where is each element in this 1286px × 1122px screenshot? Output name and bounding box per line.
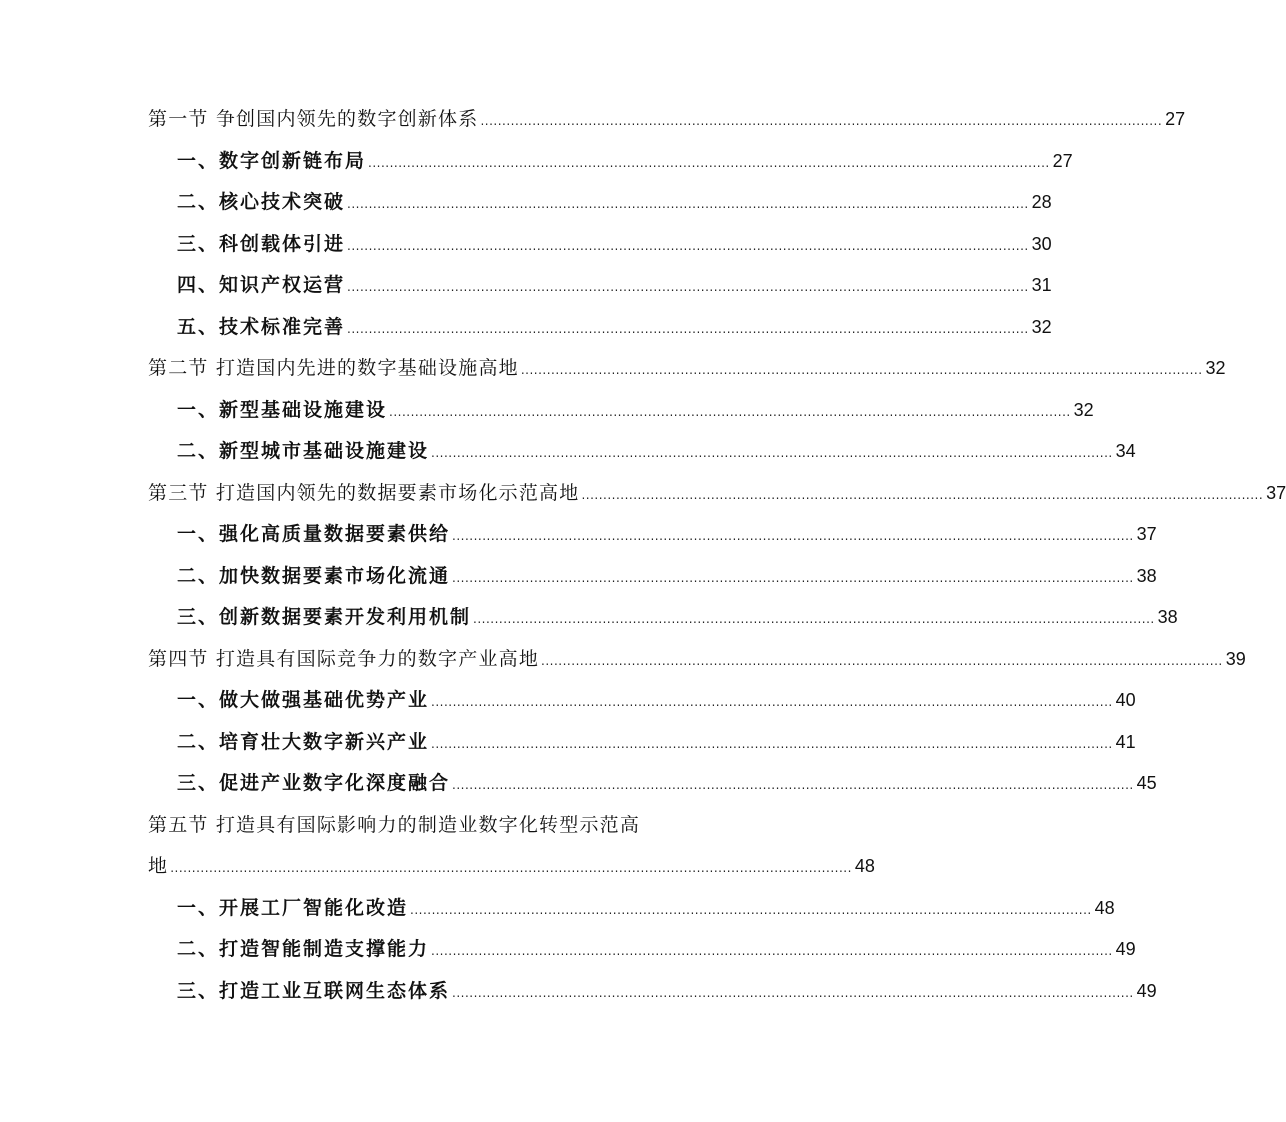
toc-item[interactable] xyxy=(177,507,1157,547)
toc-page-number: 40 xyxy=(1115,690,1136,710)
toc-page-number: 37 xyxy=(1136,524,1157,544)
dot-leader: .............................................................................................................................................................. xyxy=(581,488,1264,502)
dot-leader: .............................................................................................................................................................. xyxy=(389,405,1071,419)
toc-label: 二、核心技术突破 xyxy=(177,191,346,213)
toc-label: 三、促进产业数字化深度融合 xyxy=(177,772,451,794)
toc-item[interactable] xyxy=(177,964,1157,1004)
toc-item[interactable] xyxy=(177,175,1052,215)
dot-leader: .............................................................................................................................................................. xyxy=(541,654,1223,668)
toc-label: 第二节 打造国内先进的数字基础设施高地 xyxy=(148,357,519,379)
toc-label: 一、做大做强基础优势产业 xyxy=(177,689,430,711)
dot-leader: .............................................................................................................................................................. xyxy=(473,612,1155,626)
toc-page-number: 30 xyxy=(1031,234,1052,254)
dot-leader: .............................................................................................................................................................. xyxy=(452,986,1134,1000)
toc-label: 第四节 打造具有国际竞争力的数字产业高地 xyxy=(148,648,540,670)
toc-item[interactable] xyxy=(177,383,1094,423)
dot-leader: .............................................................................................................................................................. xyxy=(452,571,1134,585)
toc-label: 二、培育壮大数字新兴产业 xyxy=(177,731,430,753)
dot-leader: .............................................................................................................................................................. xyxy=(431,944,1113,958)
toc-label: 一、强化高质量数据要素供给 xyxy=(177,523,451,545)
toc-page-number: 41 xyxy=(1115,732,1136,752)
dot-leader: .............................................................................................................................................................. xyxy=(347,239,1029,253)
toc-page-number: 45 xyxy=(1136,773,1157,793)
toc-page-number: 38 xyxy=(1136,566,1157,586)
toc-page-number: 38 xyxy=(1157,607,1178,627)
toc-label: 四、知识产权运营 xyxy=(177,274,346,296)
toc-page-number: 34 xyxy=(1115,441,1136,461)
dot-leader: .............................................................................................................................................................. xyxy=(431,737,1113,751)
toc-page-number: 32 xyxy=(1031,317,1052,337)
dot-leader: .............................................................................................................................................................. xyxy=(520,363,1203,377)
toc-page-number: 39 xyxy=(1225,649,1246,669)
toc-page-number: 49 xyxy=(1115,939,1136,959)
toc-item[interactable] xyxy=(177,549,1157,589)
dot-leader: .............................................................................................................................................................. xyxy=(452,529,1134,543)
toc-label: 三、打造工业互联网生态体系 xyxy=(177,980,451,1002)
toc-section-1[interactable] xyxy=(148,92,1186,132)
toc-page-number: 27 xyxy=(1052,151,1073,171)
toc-item[interactable] xyxy=(177,673,1136,713)
toc-label: 二、新型城市基础设施建设 xyxy=(177,440,430,462)
toc-item[interactable] xyxy=(177,922,1136,962)
toc-label: 一、新型基础设施建设 xyxy=(177,399,388,421)
toc-page-number: 32 xyxy=(1205,358,1226,378)
toc-section-3[interactable] xyxy=(148,466,1286,506)
toc-item[interactable] xyxy=(177,424,1136,464)
toc-label: 第一节 争创国内领先的数字创新体系 xyxy=(148,108,479,130)
toc-item[interactable] xyxy=(177,590,1178,630)
dot-leader: .............................................................................................................................................................. xyxy=(452,778,1134,792)
toc-page-number: 48 xyxy=(854,856,875,876)
toc-label: 二、打造智能制造支撑能力 xyxy=(177,938,430,960)
toc-page-number: 49 xyxy=(1136,981,1157,1001)
toc-page-number: 32 xyxy=(1073,400,1094,420)
dot-leader: .............................................................................................................................................................. xyxy=(347,197,1029,211)
toc-item[interactable] xyxy=(177,258,1052,298)
dot-leader: .............................................................................................................................................................. xyxy=(431,446,1113,460)
toc-page-number: 27 xyxy=(1165,109,1186,129)
dot-leader: .............................................................................................................................................................. xyxy=(347,322,1029,336)
dot-leader: .............................................................................................................................................................. xyxy=(431,695,1113,709)
toc-page-number: 48 xyxy=(1094,898,1115,918)
toc-item[interactable] xyxy=(177,300,1052,340)
toc-page-number: 37 xyxy=(1266,483,1286,503)
toc-label: 二、加快数据要素市场化流通 xyxy=(177,565,451,587)
toc-item[interactable] xyxy=(177,881,1115,921)
toc-label: 五、技术标准完善 xyxy=(177,316,346,338)
toc-item[interactable] xyxy=(177,756,1157,796)
toc-label-line-2: 地 xyxy=(148,855,169,877)
toc-page-number: 28 xyxy=(1031,192,1052,212)
toc-item[interactable] xyxy=(177,715,1136,755)
toc-line-2 xyxy=(148,853,875,879)
toc-section-4[interactable] xyxy=(148,632,1246,672)
toc-section-5[interactable] xyxy=(148,812,875,879)
toc-page-number: 31 xyxy=(1031,275,1052,295)
dot-leader: .............................................................................................................................................................. xyxy=(480,114,1163,128)
dot-leader: .............................................................................................................................................................. xyxy=(368,156,1050,170)
toc-label: 三、创新数据要素开发利用机制 xyxy=(177,606,472,628)
toc-label-line-1: 第五节 打造具有国际影响力的制造业数字化转型示范高 xyxy=(148,814,641,836)
toc-label: 一、开展工厂智能化改造 xyxy=(177,897,409,919)
toc-item[interactable] xyxy=(177,217,1052,257)
toc-label: 第三节 打造国内领先的数据要素市场化示范高地 xyxy=(148,482,580,504)
dot-leader: .............................................................................................................................................................. xyxy=(410,903,1092,917)
dot-leader: .............................................................................................................................................................. xyxy=(347,280,1029,294)
toc-item[interactable] xyxy=(177,134,1073,174)
toc-label: 一、数字创新链布局 xyxy=(177,150,367,172)
toc-section-2[interactable] xyxy=(148,341,1226,381)
dot-leader: .............................................................................................................................................................. xyxy=(170,861,852,875)
toc-label: 三、科创载体引进 xyxy=(177,233,346,255)
